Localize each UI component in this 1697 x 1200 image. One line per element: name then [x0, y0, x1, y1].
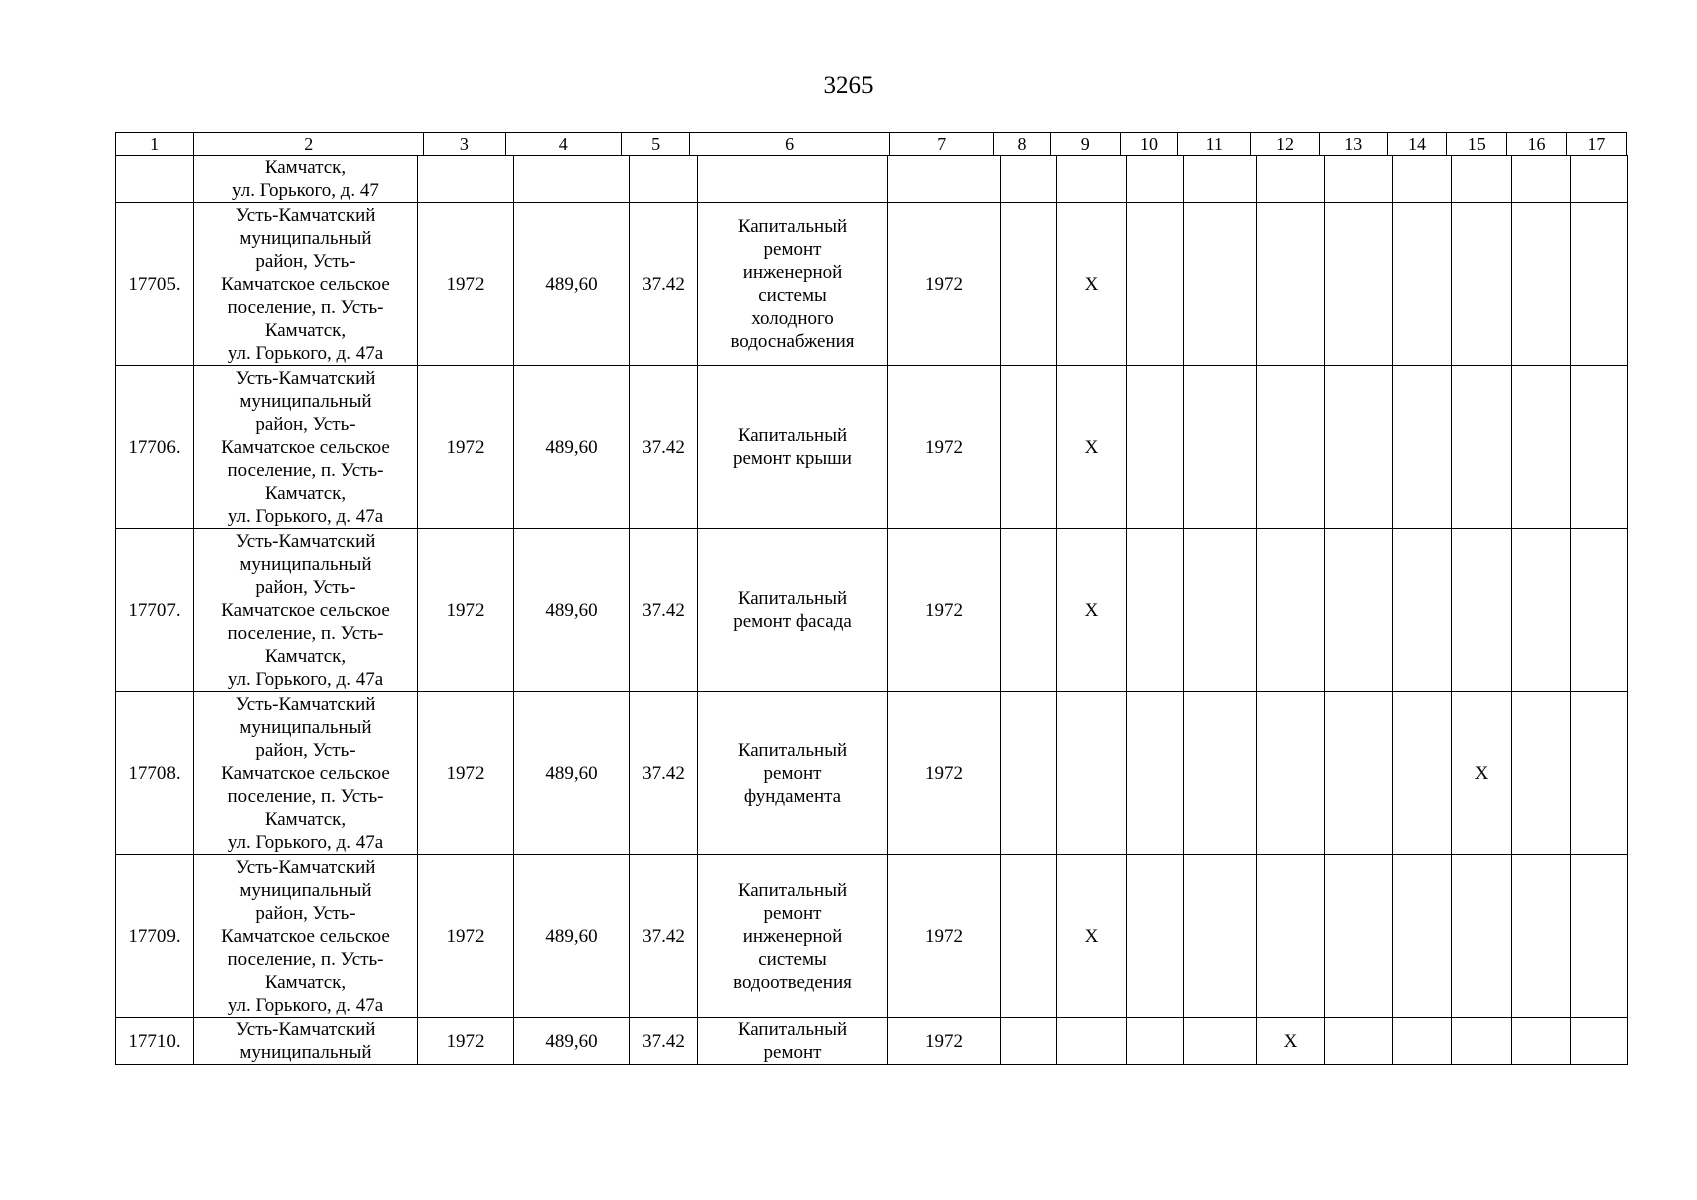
mark-cell — [1512, 855, 1571, 1018]
mark-cell — [1257, 529, 1325, 692]
address-cell: Усть-Камчатский муниципальный район, Усть- Камчатское сельское поселение, п. Усть- Камчатск, ул. Горького, д. 47а — [194, 529, 418, 692]
mark-cell: X — [1057, 366, 1127, 529]
column-number: 14 — [1387, 133, 1446, 156]
year-cell: 1972 — [888, 692, 1001, 855]
mark-cell — [1127, 529, 1184, 692]
mark-cell — [1393, 529, 1452, 692]
mark-cell — [1057, 692, 1127, 855]
mark-cell — [1257, 366, 1325, 529]
mark-cell — [1393, 855, 1452, 1018]
column-number: 10 — [1120, 133, 1177, 156]
year-cell: 1972 — [888, 855, 1001, 1018]
mark-cell — [1571, 1018, 1628, 1065]
column-number: 9 — [1050, 133, 1120, 156]
mark-cell — [1184, 156, 1257, 203]
area-cell — [514, 156, 630, 203]
mark-cell — [1512, 366, 1571, 529]
area-cell: 489,60 — [514, 529, 630, 692]
mark-cell — [1325, 203, 1393, 366]
year-cell: 1972 — [418, 203, 514, 366]
mark-cell — [1512, 692, 1571, 855]
mark-cell — [1001, 156, 1057, 203]
cost-cell: 37.42 — [630, 203, 698, 366]
year-cell — [418, 156, 514, 203]
mark-cell: X — [1452, 692, 1512, 855]
mark-cell — [1057, 1018, 1127, 1065]
column-number: 12 — [1251, 133, 1319, 156]
mark-cell — [1001, 1018, 1057, 1065]
mark-cell: X — [1057, 203, 1127, 366]
area-cell: 489,60 — [514, 855, 630, 1018]
mark-cell — [1184, 1018, 1257, 1065]
year-cell: 1972 — [418, 855, 514, 1018]
cost-cell: 37.42 — [630, 1018, 698, 1065]
mark-cell: X — [1057, 855, 1127, 1018]
mark-cell — [1393, 156, 1452, 203]
mark-cell — [1257, 203, 1325, 366]
mark-cell — [1257, 692, 1325, 855]
mark-cell — [1452, 366, 1512, 529]
cost-cell: 37.42 — [630, 529, 698, 692]
mark-cell — [1452, 855, 1512, 1018]
work-type-cell: Капитальный ремонт — [698, 1018, 888, 1065]
column-number: 7 — [890, 133, 994, 156]
address-cell: Усть-Камчатский муниципальный — [194, 1018, 418, 1065]
mark-cell — [1127, 692, 1184, 855]
table-row — [116, 855, 1628, 1018]
table-row — [116, 203, 1628, 366]
mark-cell — [1127, 203, 1184, 366]
mark-cell — [1325, 855, 1393, 1018]
area-cell: 489,60 — [514, 203, 630, 366]
year-cell: 1972 — [888, 529, 1001, 692]
address-cell: Усть-Камчатский муниципальный район, Усть- Камчатское сельское поселение, п. Усть- Камчатск, ул. Горького, д. 47а — [194, 692, 418, 855]
work-type-cell — [698, 156, 888, 203]
mark-cell — [1452, 1018, 1512, 1065]
column-number-header — [115, 132, 1627, 156]
page-number: 3265 — [823, 72, 874, 99]
mark-cell — [1184, 529, 1257, 692]
cost-cell: 37.42 — [630, 855, 698, 1018]
year-cell: 1972 — [418, 529, 514, 692]
row-number: 17708. — [116, 692, 194, 855]
mark-cell — [1571, 529, 1628, 692]
mark-cell — [1452, 203, 1512, 366]
row-number — [116, 156, 194, 203]
mark-cell — [1001, 855, 1057, 1018]
mark-cell — [1057, 156, 1127, 203]
mark-cell — [1325, 529, 1393, 692]
year-cell: 1972 — [418, 1018, 514, 1065]
mark-cell — [1393, 366, 1452, 529]
column-number: 5 — [621, 133, 689, 156]
row-number: 17709. — [116, 855, 194, 1018]
mark-cell — [1571, 156, 1628, 203]
year-cell — [888, 156, 1001, 203]
row-number: 17706. — [116, 366, 194, 529]
mark-cell — [1512, 203, 1571, 366]
mark-cell — [1571, 855, 1628, 1018]
address-cell: Усть-Камчатский муниципальный район, Усть- Камчатское сельское поселение, п. Усть- Камчатск, ул. Горького, д. 47а — [194, 366, 418, 529]
cost-cell: 37.42 — [630, 366, 698, 529]
column-number: 8 — [994, 133, 1050, 156]
table-row — [116, 529, 1628, 692]
work-type-cell: Капитальный ремонт фундамента — [698, 692, 888, 855]
year-cell: 1972 — [888, 203, 1001, 366]
mark-cell — [1001, 529, 1057, 692]
mark-cell — [1452, 156, 1512, 203]
column-number: 16 — [1507, 133, 1566, 156]
mark-cell — [1571, 203, 1628, 366]
repair-schedule-table — [115, 155, 1628, 1065]
column-number: 11 — [1178, 133, 1251, 156]
work-type-cell: Капитальный ремонт инженерной системы холодного водоснабжения — [698, 203, 888, 366]
mark-cell — [1512, 156, 1571, 203]
mark-cell — [1184, 692, 1257, 855]
mark-cell: X — [1057, 529, 1127, 692]
mark-cell — [1325, 692, 1393, 855]
mark-cell — [1001, 692, 1057, 855]
mark-cell — [1393, 692, 1452, 855]
column-number: 3 — [424, 133, 505, 156]
mark-cell — [1452, 529, 1512, 692]
year-cell: 1972 — [418, 692, 514, 855]
mark-cell — [1001, 203, 1057, 366]
mark-cell — [1512, 1018, 1571, 1065]
mark-cell — [1184, 366, 1257, 529]
mark-cell — [1571, 692, 1628, 855]
address-cell: Усть-Камчатский муниципальный район, Усть- Камчатское сельское поселение, п. Усть- Камчатск, ул. Горького, д. 47а — [194, 203, 418, 366]
mark-cell — [1127, 366, 1184, 529]
mark-cell — [1325, 156, 1393, 203]
mark-cell: X — [1257, 1018, 1325, 1065]
mark-cell — [1512, 529, 1571, 692]
column-number: 15 — [1447, 133, 1507, 156]
mark-cell — [1127, 1018, 1184, 1065]
table-row — [116, 1018, 1628, 1065]
column-number: 13 — [1319, 133, 1387, 156]
table-row — [116, 366, 1628, 529]
table-row — [116, 692, 1628, 855]
column-number: 4 — [505, 133, 621, 156]
area-cell: 489,60 — [514, 692, 630, 855]
address-cell: Усть-Камчатский муниципальный район, Усть- Камчатское сельское поселение, п. Усть- Камчатск, ул. Горького, д. 47а — [194, 855, 418, 1018]
mark-cell — [1184, 855, 1257, 1018]
work-type-cell: Капитальный ремонт инженерной системы водоотведения — [698, 855, 888, 1018]
mark-cell — [1325, 366, 1393, 529]
address-cell: Камчатск, ул. Горького, д. 47 — [194, 156, 418, 203]
cost-cell: 37.42 — [630, 692, 698, 855]
area-cell: 489,60 — [514, 1018, 630, 1065]
row-number: 17705. — [116, 203, 194, 366]
table-row — [116, 156, 1628, 203]
mark-cell — [1127, 855, 1184, 1018]
mark-cell — [1127, 156, 1184, 203]
year-cell: 1972 — [888, 366, 1001, 529]
year-cell: 1972 — [888, 1018, 1001, 1065]
work-type-cell: Капитальный ремонт крыши — [698, 366, 888, 529]
mark-cell — [1257, 855, 1325, 1018]
column-number: 2 — [194, 133, 424, 156]
row-number: 17707. — [116, 529, 194, 692]
column-number: 17 — [1566, 133, 1626, 156]
year-cell: 1972 — [418, 366, 514, 529]
mark-cell — [1571, 366, 1628, 529]
work-type-cell: Капитальный ремонт фасада — [698, 529, 888, 692]
column-number-row — [116, 133, 1627, 156]
row-number: 17710. — [116, 1018, 194, 1065]
mark-cell — [1184, 203, 1257, 366]
mark-cell — [1257, 156, 1325, 203]
column-number: 6 — [690, 133, 890, 156]
mark-cell — [1393, 1018, 1452, 1065]
mark-cell — [1325, 1018, 1393, 1065]
area-cell: 489,60 — [514, 366, 630, 529]
mark-cell — [1001, 366, 1057, 529]
column-number: 1 — [116, 133, 194, 156]
cost-cell — [630, 156, 698, 203]
mark-cell — [1393, 203, 1452, 366]
